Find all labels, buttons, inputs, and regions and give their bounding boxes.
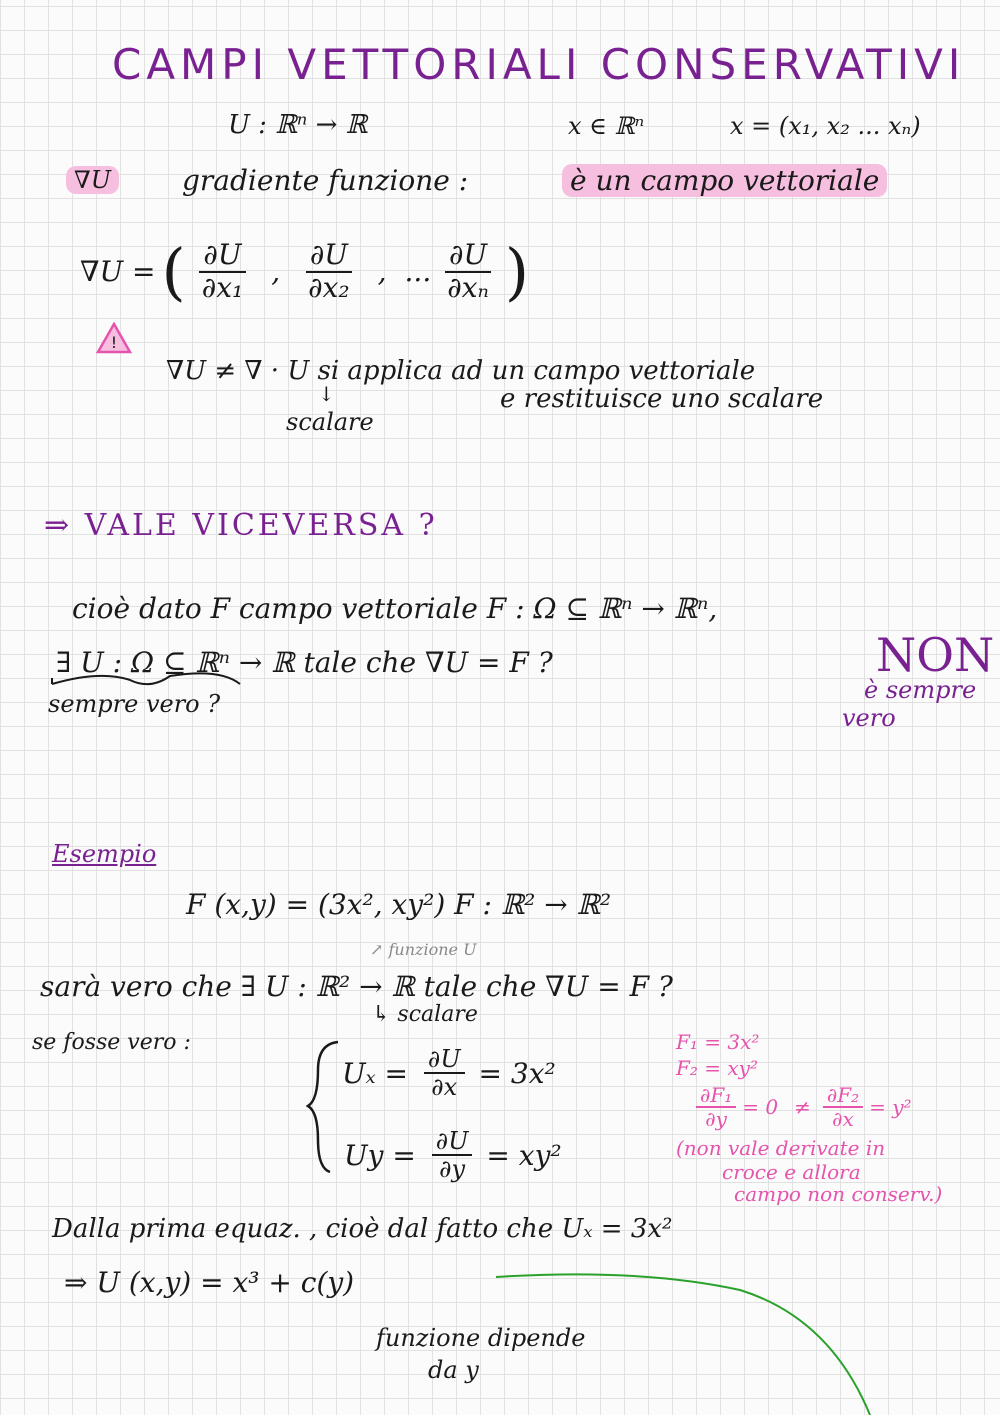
df1-num: ∂F₁ [696,1084,736,1108]
warning-icon [96,322,132,354]
x-tuple: x = (x₁, x₂ ... xₙ) [730,112,921,140]
uy-rhs: = xy² [486,1138,562,1172]
ux-label: Uₓ = [342,1056,408,1090]
ux-rhs: = 3x² [478,1056,556,1090]
arrow-down: ↓ [318,382,335,406]
gradient-is-vector-field: è un campo vettoriale [562,164,887,197]
non-answer: NON [876,628,995,682]
funzione-dipende: funzione dipende [376,1324,586,1352]
cioe-line: cioè dato F campo vettoriale F : Ω ⊆ ℝⁿ → ℝⁿ, [72,592,718,625]
sempre-vero-question: sempre vero ? [48,690,221,718]
se-fosse-vero: se fosse vero : [32,1030,191,1055]
ux-den: ∂x [431,1073,458,1102]
vale-viceversa: ⇒ VALE VICEVERSA ? [44,508,438,543]
grad-num-n: ∂U [445,240,491,273]
ux-equation [342,1046,556,1101]
uy-num: ∂U [432,1128,473,1156]
grad-den-2: ∂x₂ [308,270,350,304]
df2-eq: = y² [869,1095,912,1119]
f1-note: F₁ = 3x² [676,1030,760,1054]
df2-num: ∂F₂ [823,1084,863,1108]
esempio-heading: Esempio [52,840,157,868]
grad-dots: ... [404,255,432,289]
da-y: da y [428,1356,479,1384]
grad-num-1: ∂U [199,240,245,273]
uy-equation [344,1128,562,1183]
svg-text:!: ! [110,333,118,352]
grad-den-1: ∂x₁ [201,270,244,304]
sara-vero-line: sarà vero che ∃ U : ℝ² → ℝ tale che ∇U = F ? [40,970,673,1003]
df1-den: ∂y [705,1107,727,1131]
grad-def-left: ∇U = [80,255,156,289]
x-in-rn: x ∈ ℝⁿ [568,112,645,140]
f2-note: F₂ = xy² [676,1056,758,1080]
ux-num: ∂U [424,1046,465,1074]
scalare-note: ↳ scalare [372,1002,478,1027]
note-line-2: croce e allora [722,1160,861,1184]
df2-den: ∂x [832,1107,854,1131]
f-definition: F (x,y) = (3x², xy²) F : ℝ² → ℝ² [186,888,612,921]
vero-label: vero [842,704,896,732]
grad-den-n: ∂xₙ [447,270,489,304]
cross-derivatives [690,1084,912,1130]
nabla-neq-divergence: ∇U ≠ ∇ · U si applica ad un campo vettoriale [166,356,756,386]
uy-den: ∂y [439,1155,466,1184]
exists-line: ∃ U : Ω ⊆ ℝⁿ → ℝ tale che ∇U = F ? [56,646,553,679]
grad-num-2: ∂U [306,240,352,273]
divergence-returns-scalar: e restituisce uno scalare [500,384,824,414]
gradient-text: gradiente funzione : [182,164,469,197]
u-result: ⇒ U (x,y) = x³ + c(y) [64,1266,355,1299]
scalare-label: scalare [286,408,374,436]
dalla-prima-line: Dalla prima equaz. , cioè dal fatto che Uₓ = 3x² [52,1214,673,1244]
uy-label: Uy = [344,1138,416,1172]
e-sempre: è sempre [864,676,977,704]
df1-eq: = 0 [742,1095,779,1119]
neq-sign: ≠ [794,1095,811,1119]
gradient-definition: ∇U = ( $\frac{\partial U}{\text{∂x₁}}$ , $\frac{\partial U}{\text{∂x₂}}$ , ... $\frac{\partial U}{\text{∂xₙ}}$ ) [80,234,530,308]
page-title: CAMPI VETTORIALI CONSERVATIVI [112,40,966,89]
note-line-1: (non vale derivate in [676,1136,886,1160]
u-map: U : ℝⁿ → ℝ [228,110,368,140]
nabla-u-highlight: ∇U [66,166,119,194]
funzione-u-note: ↗ funzione U [370,940,477,959]
note-line-3: campo non conserv.) [734,1182,943,1206]
